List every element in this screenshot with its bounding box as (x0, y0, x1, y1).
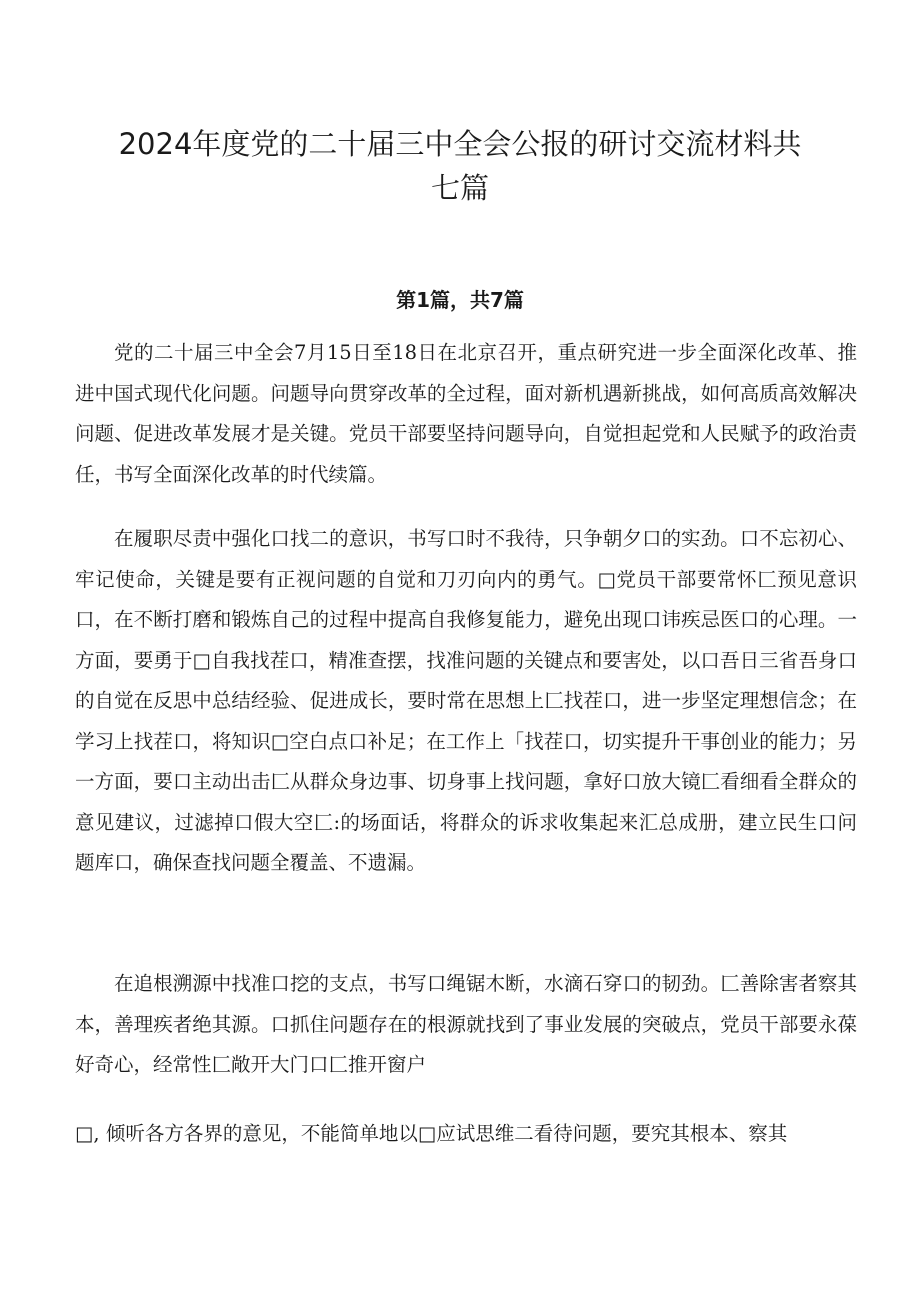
document-title (60, 122, 860, 210)
document-title-line-2: 七篇 (430, 171, 489, 205)
body-paragraph: □, 倾听各方各界的意见，不能简单地以□应试思维二看待问题，要究其根本、察其 (75, 1122, 788, 1145)
body-paragraph: 在追根溯源中找准口挖的支点，书写口绳锯木断，水滴石穿口的韧劲。匚善除害者察其本，善理疾者绝其源。口抓住问题存在的根源就找到了事业发展的突破点，党员干部要永葆好奇心，经常性匚敞开大门口匚推开窗户 (75, 972, 857, 1076)
document-title-line-1: 2024年度党的二十届三中全会公报的研讨交流材料共 (118, 127, 802, 161)
section-heading: 第1篇，共7篇 (396, 288, 524, 312)
body-paragraph: 在履职尽责中强化口找二的意识，书写口时不我待，只争朝夕口的实劲。口不忘初心、牢记使命，关键是要有正视问题的自觉和刀刃向内的勇气。□党员干部要常怀匚预见意识口，在不断打磨和锻炼自己的过程中提高自我修复能力，避免出现口讳疾忌医口的心理。一方面，要勇于□自我找茬口，精准查摆，找准问题的关键点和要害处，以口吾日三省吾身口的自觉在反思中总结经验、促进成长，要时常在思想上匚找茬口，进一步坚定理想信念；在学习上找茬口，将知识□空白点口补足；在工作上「找茬口，切实提升干事创业的能力；另一方面，要口主动出击匚从群众身边事、切身事上找问题，拿好口放大镜匚看细看全群众的意见建议，过滤掉口假大空匚:的场面话，将群众的诉求收集起来汇总成册，建立民生口问题库口，确保查找问题全覆盖、不遗漏。 (75, 527, 857, 874)
body-paragraph: 党的二十届三中全会7月15日至18日在北京召开，重点研究进一步全面深化改革、推进中国式现代化问题。问题导向贯穿改革的全过程，面对新机遇新挑战，如何高质高效解决问题、促进改革发展才是关键。党员干部要坚持问题导向，自觉担起党和人民赋予的政治责任，书写全面深化改革的时代续篇。 (75, 341, 857, 486)
